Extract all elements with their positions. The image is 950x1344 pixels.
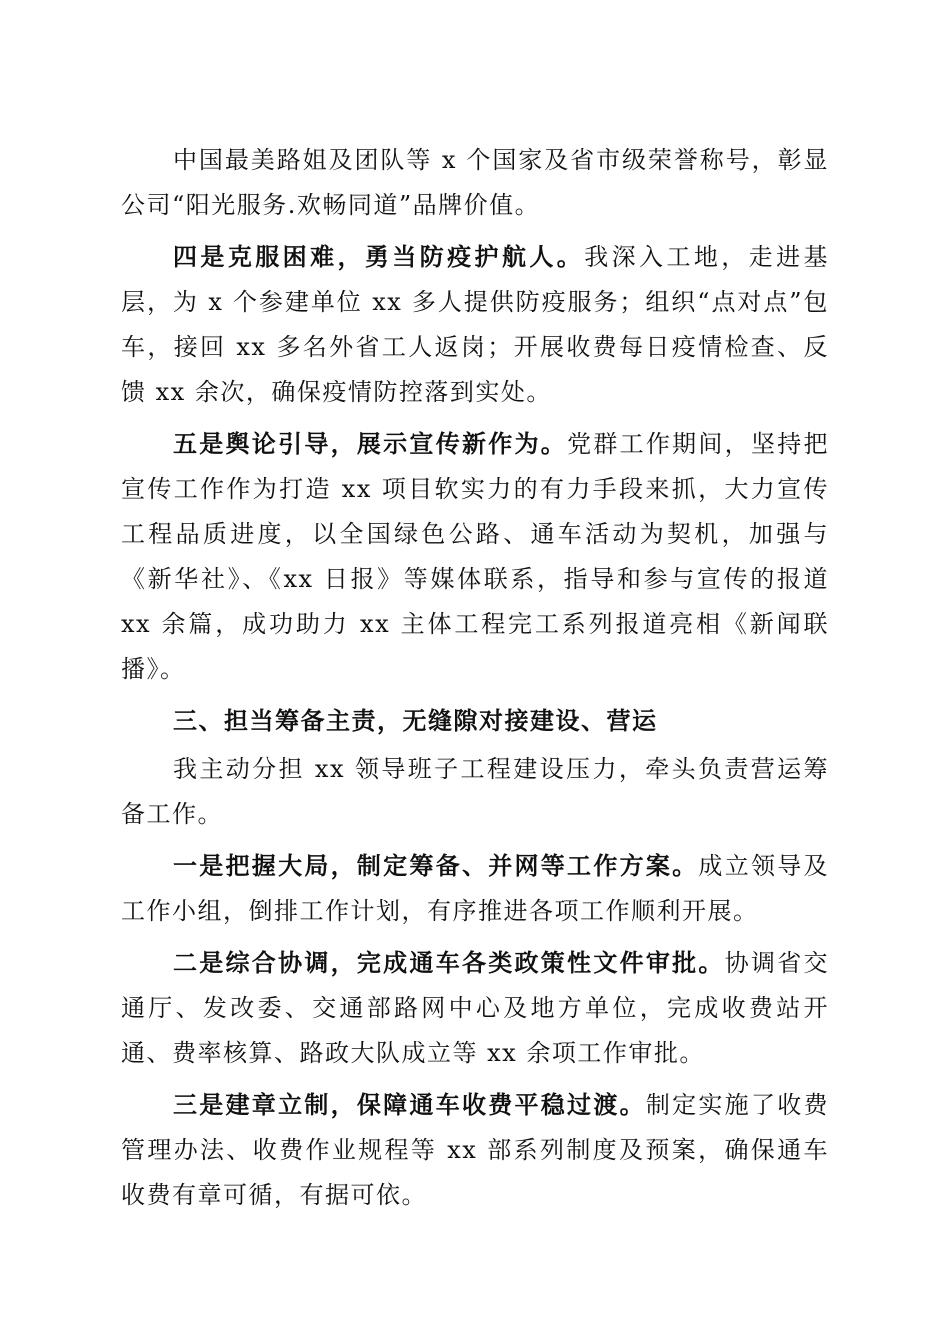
paragraph-lead: 四是克服困难，勇当防疫护航人。: [173, 242, 585, 271]
paragraph-intro: [121, 747, 829, 837]
paragraph-honors: [121, 138, 829, 228]
paragraph-lead: 五是舆论引导，展示宣传新作为。: [173, 429, 568, 458]
paragraph-text: 协调省交通厅、发改委、交通部路网中心及地方单位，完成收费站开通、费率核算、路政大队成立等 xx 余项工作审批。: [121, 949, 829, 1067]
paragraph-coordination: [121, 940, 829, 1076]
document-page: [121, 138, 829, 1224]
paragraph-text: 中国最美路姐及团队等 x 个国家及省市级荣誉称号，彰显公司“阳光服务.欢畅同道”品牌价值。: [121, 146, 829, 219]
paragraph-text: 党群工作期间，坚持把宣传工作作为打造 xx 项目软实力的有力手段来抓，大力宣传工程品质进度，以全国绿色公路、通车活动为契机，加强与《新华社》、《xx 日报》等媒体联系，指导和参与宣传的报道 xx 余篇，成功助力 xx 主体工程完工系列报道亮相《新闻联播》。: [121, 430, 829, 683]
paragraph-regulations: [121, 1082, 829, 1218]
section-heading: 三、担当筹备主责，无缝隙对接建设、营运: [173, 706, 658, 735]
paragraph-text: 我深入工地，走进基层，为 x 个参建单位 xx 多人提供防疫服务；组织“点对点”包车，接回 xx 多名外省工人返岗；开展收费每日疫情检查、反馈 xx 余次，确保疫情防控落到实处。: [121, 243, 830, 406]
paragraph-epidemic: [121, 234, 829, 415]
paragraph-text: 我主动分担 xx 领导班子工程建设压力，牵头负责营运筹备工作。: [121, 755, 829, 828]
paragraph-overall: [121, 843, 829, 934]
paragraph-publicity: [121, 421, 829, 692]
paragraph-lead: 一是把握大局，制定筹备、并网等工作方案。: [173, 851, 699, 880]
paragraph-text: 制定实施了收费管理办法、收费作业规程等 xx 部系列制度及预案，确保通车收费有章可循，有据可依。: [121, 1091, 829, 1209]
paragraph-lead: 二是综合协调，完成通车各类政策性文件审批。: [173, 948, 725, 977]
paragraph-lead: 三是建章立制，保障通车收费平稳过渡。: [173, 1090, 646, 1119]
paragraph-text: 成立领导及工作小组，倒排工作计划，有序推进各项工作顺利开展。: [121, 852, 830, 925]
